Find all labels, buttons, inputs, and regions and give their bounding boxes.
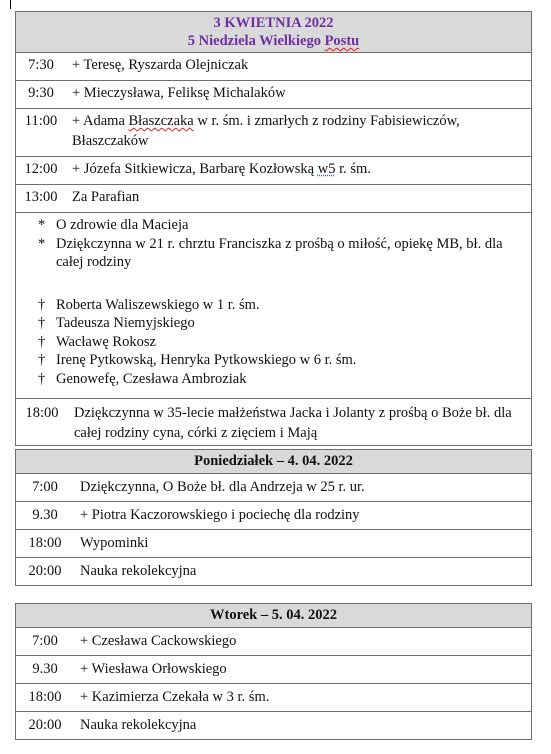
mass-intention: + Józefa Sitkiewicza, Barbarę Kozłowską w5 r. śm. <box>72 161 371 177</box>
mass-time: 18:00 <box>28 689 62 705</box>
mass-intention: + Kazimierza Czekała w 3 r. śm. <box>80 689 270 705</box>
sunday-title: 5 Niedziela Wielkiego Postu <box>187 33 360 49</box>
mass-row <box>16 558 532 586</box>
mass-row <box>16 474 532 502</box>
mass-row <box>16 81 532 109</box>
text-cursor <box>10 0 11 9</box>
spellcheck-marked-word: Postu <box>324 33 360 49</box>
monday-schedule-table <box>15 449 532 586</box>
list-item: † Roberta Waliszewskiego w 1 r. śm. <box>38 296 260 313</box>
mass-time: 9.30 <box>32 661 58 677</box>
tuesday-schedule-table <box>15 603 532 740</box>
mass-intention: + Mieczysława, Feliksę Michalaków <box>72 85 286 101</box>
mass-row <box>16 185 532 213</box>
sunday-date: 3 KWIETNIA 2022 <box>213 15 334 31</box>
mass-time: 18:00 <box>25 405 59 421</box>
mass-intention: + Teresę, Ryszarda Olejniczak <box>72 57 249 73</box>
mass-row <box>16 109 532 157</box>
mass-intention: + Czesława Cackowskiego <box>80 633 237 649</box>
mass-intention: Nauka rekolekcyjna <box>80 717 197 733</box>
mass-row <box>16 656 532 684</box>
tuesday-header: Wtorek – 5. 04. 2022 <box>16 604 532 628</box>
mass-time: 9:30 <box>28 85 54 101</box>
list-item: * Dziękczynna w 21 r. chrztu Franciszka z prośbą o miłość, opiekę MB, bł. dla całej rodziny <box>38 235 503 270</box>
cross-bullet: † <box>38 370 46 387</box>
cross-bullet: † <box>38 352 46 368</box>
list-item: * O zdrowie dla Macieja <box>38 217 189 233</box>
mass-time: 18:00 <box>28 535 62 551</box>
mass-time: 7:00 <box>32 633 58 649</box>
intentions-list <box>16 213 532 399</box>
cross-bullet: † <box>38 296 46 313</box>
mass-time: 11:00 <box>24 113 58 129</box>
mass-intention: Dziękczynna, O Boże bł. dla Andrzeja w 25 r. ur. <box>80 479 365 495</box>
mass-row <box>16 53 532 81</box>
mass-row <box>16 502 532 530</box>
list-item: † Irenę Pytkowską, Henryka Pytkowskiego w 6 r. śm. <box>38 352 357 368</box>
mass-time: 7:00 <box>32 479 58 495</box>
mass-time: 13:00 <box>24 189 58 205</box>
mass-intention: Nauka rekolekcyjna <box>80 563 197 579</box>
mass-intention: Wypominki <box>80 535 149 551</box>
sunday-header <box>16 12 532 53</box>
mass-row <box>16 157 532 185</box>
mass-time: 7:30 <box>28 57 54 73</box>
mass-time: 12:00 <box>24 161 58 177</box>
cross-bullet: † <box>38 333 46 350</box>
mass-row <box>16 712 532 740</box>
mass-intention: + Adama Błaszczaka w r. śm. i zmarłych z rodziny Fabisiewiczów, Błaszczaków <box>72 113 460 149</box>
mass-intention: + Wiesława Orłowskiego <box>80 661 227 677</box>
mass-time: 20:00 <box>28 563 62 579</box>
asterisk-bullet: * <box>38 217 46 233</box>
grammar-marked-word: w5 <box>317 161 336 177</box>
mass-row <box>16 628 532 656</box>
mass-intention: Dziękczynna w 35-lecie małżeństwa Jacka i Jolanty z prośbą o Boże bł. dla całej rodziny cyna, córki z zięciem i Mają <box>74 405 512 441</box>
mass-intention: + Piotra Kaczorowskiego i pociechę dla rodziny <box>80 507 360 523</box>
mass-time: 20:00 <box>28 717 62 733</box>
mass-time: 9.30 <box>32 507 58 523</box>
monday-header: Poniedziałek – 4. 04. 2022 <box>16 450 532 474</box>
mass-intention: Za Parafian <box>72 189 140 205</box>
mass-row <box>16 399 532 446</box>
spellcheck-marked-word: Błaszczaka <box>128 113 194 129</box>
list-item: † Wacławę Rokosz <box>38 333 156 350</box>
mass-row <box>16 530 532 558</box>
cross-bullet: † <box>38 315 46 331</box>
list-item: † Tadeusza Niemyjskiego <box>38 315 195 331</box>
list-item: † Genowefę, Czesława Ambroziak <box>38 370 247 387</box>
mass-row <box>16 684 532 712</box>
sunday-schedule-table <box>15 11 532 446</box>
asterisk-bullet: * <box>38 235 46 252</box>
